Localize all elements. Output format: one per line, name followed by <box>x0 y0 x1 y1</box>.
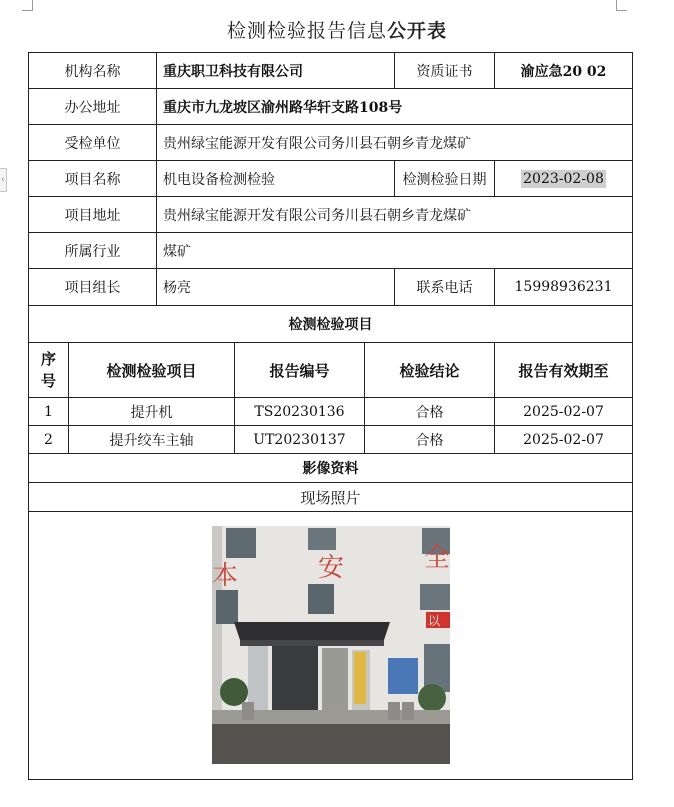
header-item: 检测检验项目 <box>69 343 235 398</box>
office-value: 重庆市九龙坡区渝州路华轩支路108号 <box>157 89 633 125</box>
row-project <box>29 161 633 197</box>
items-section-title: 检测检验项目 <box>29 306 633 343</box>
project-value: 机电设备检测检验 <box>157 161 395 197</box>
row-media-section <box>29 454 633 483</box>
photo-cell <box>29 512 633 780</box>
item-valid: 2025-02-07 <box>495 398 633 426</box>
row-photo-label <box>29 483 633 512</box>
cert-value: 渝应急20 02 <box>495 53 633 89</box>
row-leader <box>29 269 633 306</box>
header-report: 报告编号 <box>235 343 365 398</box>
address-label: 项目地址 <box>29 197 157 233</box>
site-photo-drawing <box>212 526 450 764</box>
org-value: 重庆职卫科技有限公司 <box>157 53 395 89</box>
wall-char-1: 安 <box>317 552 344 583</box>
inspected-label: 受检单位 <box>29 125 157 161</box>
header-no: 序号 <box>29 343 69 398</box>
site-photo <box>212 526 450 764</box>
items-header-row <box>29 343 633 398</box>
project-label: 项目名称 <box>29 161 157 197</box>
cert-label: 资质证书 <box>395 53 495 89</box>
date-value: 2023-02-08 <box>523 170 604 187</box>
phone-value: 15998936231 <box>495 269 633 306</box>
media-section-title: 影像资料 <box>29 454 633 483</box>
row-address <box>29 197 633 233</box>
leader-value: 杨亮 <box>157 269 395 306</box>
item-no: 1 <box>29 398 69 426</box>
page-corner-mark-left <box>22 0 33 11</box>
org-label: 机构名称 <box>29 53 157 89</box>
row-photo <box>29 512 633 780</box>
title-bold: 公开表 <box>387 20 448 42</box>
date-cell <box>495 161 633 197</box>
header-result: 检验结论 <box>365 343 495 398</box>
item-report: UT20230137 <box>235 426 365 454</box>
table-row <box>29 398 633 426</box>
row-org <box>29 53 633 89</box>
page-corner-mark-right <box>616 0 627 11</box>
item-no: 2 <box>29 426 69 454</box>
leader-label: 项目组长 <box>29 269 157 306</box>
item-name: 提升机 <box>69 398 235 426</box>
item-name: 提升绞车主轴 <box>69 426 235 454</box>
item-result: 合格 <box>365 426 495 454</box>
industry-value: 煤矿 <box>157 233 633 269</box>
header-valid: 报告有效期至 <box>495 343 633 398</box>
address-value: 贵州绿宝能源开发有限公司务川县石朝乡青龙煤矿 <box>157 197 633 233</box>
industry-label: 所属行业 <box>29 233 157 269</box>
row-items-section <box>29 306 633 343</box>
date-label: 检测检验日期 <box>395 161 495 197</box>
report-table <box>28 52 633 780</box>
inspected-value: 贵州绿宝能源开发有限公司务川县石朝乡青龙煤矿 <box>157 125 633 161</box>
row-office <box>29 89 633 125</box>
wall-char-2: 全 <box>423 542 450 573</box>
wall-char-left: 本 <box>211 560 238 591</box>
item-report: TS20230136 <box>235 398 365 426</box>
row-industry <box>29 233 633 269</box>
item-result: 合格 <box>365 398 495 426</box>
item-valid: 2025-02-07 <box>495 426 633 454</box>
red-sign-text: 以 <box>427 613 440 628</box>
office-label: 办公地址 <box>29 89 157 125</box>
document-title <box>0 16 674 43</box>
photo-label: 现场照片 <box>29 483 633 512</box>
phone-label: 联系电话 <box>395 269 495 306</box>
table-row <box>29 426 633 454</box>
title-normal: 检测检验报告信息 <box>226 20 387 42</box>
side-collapse-tab[interactable]: ‹ <box>0 168 7 192</box>
row-inspected <box>29 125 633 161</box>
